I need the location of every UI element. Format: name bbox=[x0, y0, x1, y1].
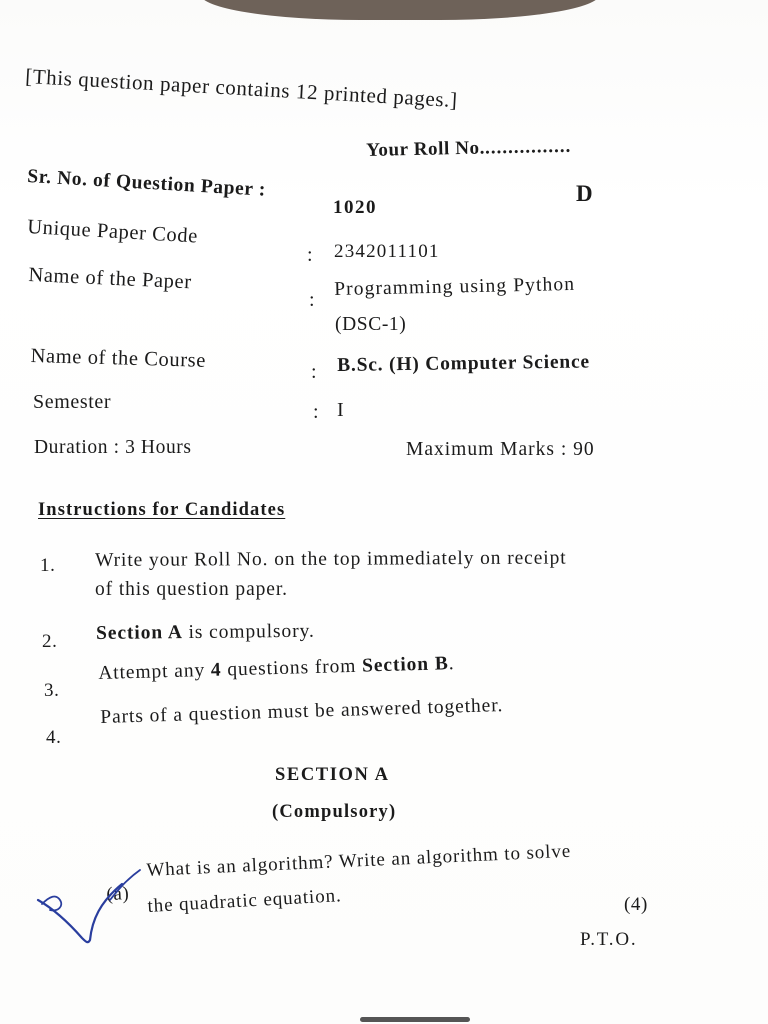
instructions-heading: Instructions for Candidates bbox=[38, 500, 286, 520]
instruction-number: 3. bbox=[44, 680, 60, 701]
sr-no-colon: : bbox=[258, 178, 267, 201]
question-count: 4 bbox=[210, 659, 222, 681]
section-title: SECTION A bbox=[275, 765, 390, 785]
instruction-text: Parts of a question must be answered together. bbox=[100, 695, 504, 728]
paper-code-colon: : bbox=[307, 244, 314, 266]
semester-colon: : bbox=[313, 401, 320, 423]
duration: Duration : 3 Hours bbox=[34, 437, 192, 458]
sr-no-value: 1020 bbox=[333, 197, 377, 218]
instruction-part: . bbox=[448, 653, 455, 675]
course-label: Name of the Course bbox=[30, 345, 207, 372]
page-count-note: [This question paper contains 12 printed pages.] bbox=[24, 64, 459, 113]
instruction-number: 2. bbox=[42, 631, 58, 652]
instruction-number: 1. bbox=[40, 555, 56, 576]
paper-name-colon: : bbox=[309, 289, 316, 311]
question-text: What is an algorithm? Write an algorithm to solve bbox=[146, 840, 572, 881]
instruction-number: 4. bbox=[46, 727, 62, 748]
paper-set-letter: D bbox=[576, 181, 594, 206]
instruction-part: Attempt any bbox=[98, 659, 212, 684]
course-value: B.Sc. (H) Computer Science bbox=[337, 351, 591, 376]
question-part-label: (a) bbox=[106, 883, 130, 905]
paper-name-value-line2: (DSC-1) bbox=[335, 314, 407, 335]
sr-no-label: Sr. No. of Question Paper bbox=[26, 165, 254, 200]
section-a-ref: Section A bbox=[96, 622, 183, 644]
roll-no-label: Your Roll No. bbox=[366, 137, 486, 161]
instruction-text: Write your Roll No. on the top immediately on receipt bbox=[95, 547, 567, 571]
sr-no-row bbox=[27, 165, 267, 202]
instruction-rest: is compulsory. bbox=[182, 620, 315, 644]
section-b-ref: Section B bbox=[361, 653, 449, 677]
section-subtitle: (Compulsory) bbox=[272, 802, 397, 822]
instruction-text bbox=[98, 653, 455, 685]
semester-value: I bbox=[337, 399, 345, 421]
instruction-text bbox=[96, 621, 315, 645]
roll-no-line bbox=[366, 136, 571, 162]
question-text-line2: the quadratic equation. bbox=[147, 885, 343, 917]
semester-label: Semester bbox=[33, 391, 112, 413]
roll-no-dots: ............... bbox=[484, 135, 572, 159]
question-marks: (4) bbox=[624, 894, 648, 915]
instruction-text-line2: of this question paper. bbox=[95, 579, 288, 600]
paper-code-value: 2342011101 bbox=[334, 241, 440, 262]
maximum-marks: Maximum Marks : 90 bbox=[406, 439, 595, 460]
page-edge-shadow bbox=[200, 0, 600, 20]
course-colon: : bbox=[311, 361, 318, 383]
paper-name-value: Programming using Python bbox=[334, 273, 576, 300]
pen-tick-mark bbox=[30, 860, 150, 950]
please-turn-over: P.T.O. bbox=[580, 929, 638, 950]
paper-name-label: Name of the Paper bbox=[28, 264, 193, 294]
paper-code-label: Unique Paper Code bbox=[26, 216, 199, 248]
instruction-part: questions from bbox=[221, 655, 363, 681]
page-bottom-edge bbox=[360, 1017, 470, 1022]
